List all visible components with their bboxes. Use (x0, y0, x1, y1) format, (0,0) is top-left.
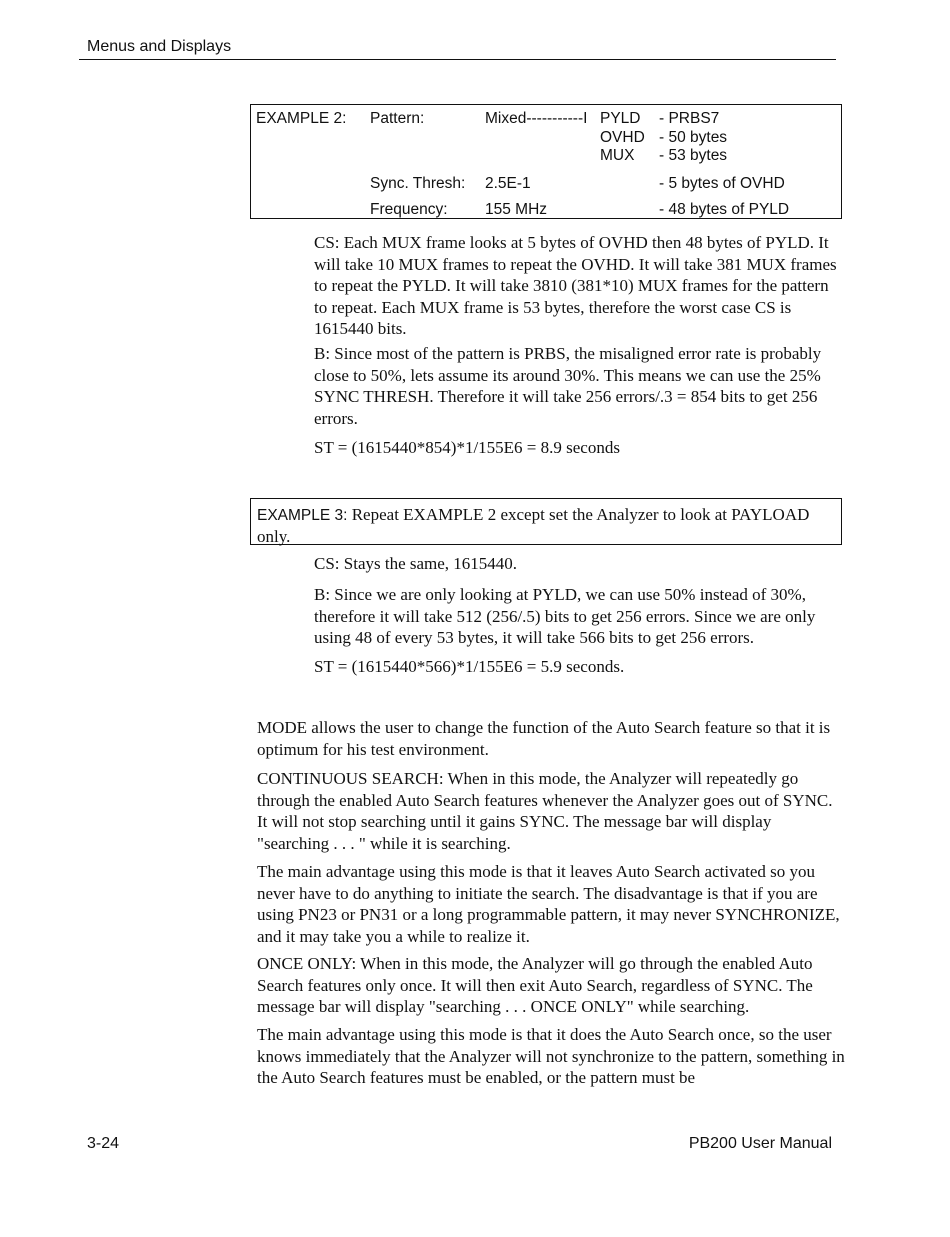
example-3-st: ST = (1615440*566)*1/155E6 = 5.9 seconds. (314, 657, 625, 676)
example-3-b: B: Since we are only looking at PYLD, we can use 50% instead of 30%, therefore it will take 512 (256/.5) bits to get 256 errors. Since we are only using 48 of every 53 bytes, it will take 566 bits to get 256 errors. (314, 585, 816, 647)
component-name: MUX (600, 147, 635, 164)
example-3-cs: CS: Stays the same, 1615440. (314, 554, 518, 573)
example-3-label: EXAMPLE 3: (257, 507, 348, 524)
once-only-advantage-paragraph: The main advantage using this mode is that it does the Auto Search once, so the user knows immediately that the Analyzer will not synchronize to the pattern, something in the Auto Search features must be enabled, or the pattern must be (257, 1025, 845, 1087)
manual-title: PB200 User Manual (688, 1135, 832, 1152)
component-name: PYLD (600, 110, 641, 127)
example-2-st: ST = (1615440*854)*1/155E6 = 8.9 seconds (314, 438, 620, 457)
frequency-value: 155 MHz (485, 201, 548, 218)
continuous-advantage-paragraph: The main advantage using this mode is that it leaves Auto Search activated so you never have to do anything to initiate the search. The disadvantage is that if you are using PN23 or PN31 or a long programmable pattern, it may never SYNCHRONIZE, and it may take you a while to realize it. (257, 862, 840, 946)
pattern-label: Pattern: (370, 110, 425, 127)
example-2-b: B: Since most of the pattern is PRBS, the misaligned error rate is probably close to 50%, lets assume its around 30%. This means we can use the 25% SYNC THRESH. Therefore it will take 256 errors/.3 = 854 bits to get 256 errors. (314, 344, 822, 428)
example-2-label: EXAMPLE 2: (256, 110, 347, 127)
example-3-text (257, 504, 837, 547)
sync-thresh-label: Sync. Thresh: (370, 175, 466, 192)
page-number: 3-24 (87, 1135, 120, 1152)
example-3-box (250, 498, 842, 545)
pattern-value: Mixed-----------I (485, 110, 588, 127)
example-3-description: Repeat EXAMPLE 2 except set the Analyzer to look at PAYLOAD only. (257, 505, 810, 546)
example-2-cs: CS: Each MUX frame looks at 5 bytes of OVHD then 48 bytes of PYLD. It will take 10 MUX frames to repeat the OVHD. It will take 381 MUX frames to repeat the PYLD. It will take 3810 (381*10) MUX frames for the pattern to repeat. Each MUX frame is 53 bytes, therefore the worst case CS is 1615440 bits. (314, 233, 837, 338)
mode-paragraph: MODE allows the user to change the function of the Auto Search feature so that it is optimum for his test environment. (257, 718, 831, 759)
component-name: OVHD (600, 129, 645, 146)
component-desc: - 53 bytes (659, 147, 728, 164)
example-2-box (250, 104, 842, 219)
sync-thresh-note: - 5 bytes of OVHD (659, 175, 785, 192)
frequency-note: - 48 bytes of PYLD (659, 201, 790, 218)
section-title: Menus and Displays (87, 38, 232, 55)
component-desc: - PRBS7 (659, 110, 720, 127)
frequency-label: Frequency: (370, 201, 448, 218)
once-only-paragraph: ONCE ONLY: When in this mode, the Analyzer will go through the enabled Auto Search features only once. It will then exit Auto Search, regardless of SYNC. The message bar will display "searching . . . ONCE ONLY" while searching. (257, 954, 813, 1016)
sync-thresh-value: 2.5E-1 (485, 175, 531, 192)
header-rule (79, 59, 836, 60)
component-desc: - 50 bytes (659, 129, 728, 146)
continuous-search-paragraph: CONTINUOUS SEARCH: When in this mode, the Analyzer will repeatedly go through the enabled Auto Search features whenever the Analyzer goes out of SYNC. It will not stop searching until it gains SYNC. The message bar will display "searching . . . " while it is searching. (257, 769, 833, 853)
